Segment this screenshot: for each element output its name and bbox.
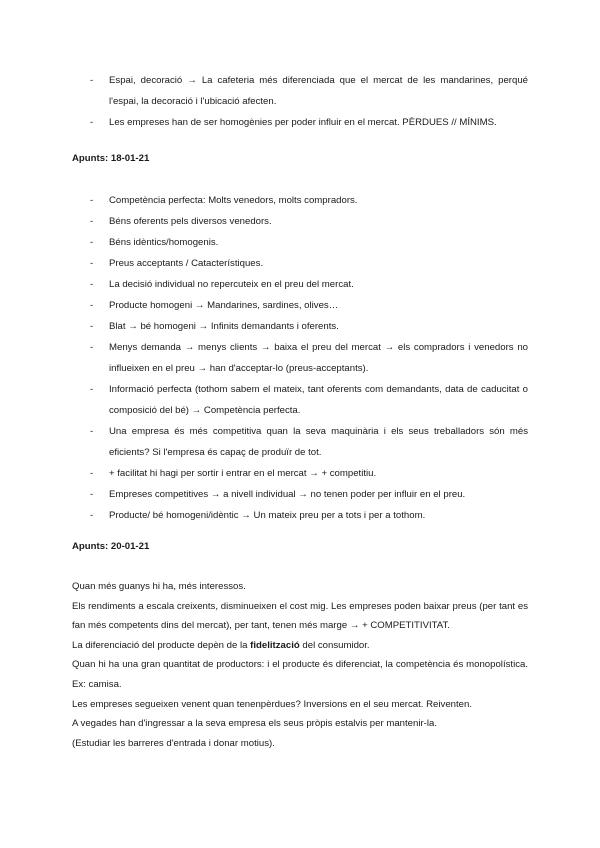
list-item: - Menys demanda → menys clients → baixa el preu del mercat → els compradors i venedors no influeixen en el preu → han d'acceptar-lo (preus-acceptants). xyxy=(0,337,600,379)
list-item: - Blat → bé homogeni → Infinits demandants i oferents. xyxy=(0,316,600,337)
section1-bullet-list xyxy=(0,190,600,526)
note-line-fidelitzacio xyxy=(72,636,528,656)
note-bold-term: fidelització xyxy=(250,639,300,651)
note-text: del consumidor. xyxy=(299,639,370,651)
list-item: - Competència perfecta: Molts venedors, molts compradors. xyxy=(0,190,600,211)
section-heading-20-01-21: Apunts: 20-01-21 xyxy=(72,541,150,552)
section2-notes xyxy=(72,577,528,753)
list-item: - Una empresa és més competitiva quan la seva maquinària i els seus treballadors són més eficients? Si l'empresa és capaç de produïr de tot. xyxy=(0,421,600,463)
list-item: - Espai, decoració → La cafeteria més diferenciada que el mercat de les mandarines, perqué l'espai, la decoració i l'ubicació afecten. xyxy=(0,70,600,112)
list-item: - Informació perfecta (tothom sabem el mateix, tant oferents com demandants, data de caducitat o composició del bé) → Competència perfecta. xyxy=(0,379,600,421)
top-bullet-list xyxy=(0,70,600,133)
list-item: - Béns idèntics/homogenis. xyxy=(0,232,600,253)
list-item: - Les empreses han de ser homogènies per poder influir en el mercat. PÈRDUES // MÍNIMS. xyxy=(0,112,600,133)
note-line: A vegades han d'ingressar a la seva empresa els seus pròpis estalvis per mantenir-la. xyxy=(72,718,437,730)
note-line: Els rendiments a escala creixents, disminueixen el cost mig. Les empreses poden baixar preus (per tant es fan més competents dins del mercat), per tant, tenen més marge → + COMPETITIVITAT. xyxy=(72,600,528,632)
list-item: - La decisió individual no repercuteix en el preu del mercat. xyxy=(0,274,600,295)
list-item: - + facilitat hi hagi per sortir i entrar en el mercat → + competitiu. xyxy=(0,463,600,484)
list-item: - Preus acceptants / Catacterístiques. xyxy=(0,253,600,274)
list-item: - Producte/ bé homogeni/idèntic → Un mateix preu per a tots i per a tothom. xyxy=(0,505,600,526)
list-item: - Producte homogeni → Mandarines, sardines, olives… xyxy=(0,295,600,316)
note-line: (Estudiar les barreres d'entrada i donar motius). xyxy=(72,737,275,749)
note-line: Quan més guanys hi ha, més interessos. xyxy=(72,581,246,592)
list-item: - Empreses competitives → a nivell individual → no tenen poder per influir en el preu. xyxy=(0,484,600,505)
list-item: - Béns oferents pels diversos venedors. xyxy=(0,211,600,232)
section-heading-18-01-21: Apunts: 18-01-21 xyxy=(72,153,150,164)
note-line: Quan hi ha una gran quantitat de productors: i el producte és diferenciat, la competència és monopolística. Ex: camisa. xyxy=(72,659,528,690)
note-text: La diferenciació del producte depèn de la xyxy=(72,639,251,651)
note-line: Les empreses segueixen venent quan tenenpèrdues? Inversions en el seu mercat. Reiventen. xyxy=(72,698,472,710)
